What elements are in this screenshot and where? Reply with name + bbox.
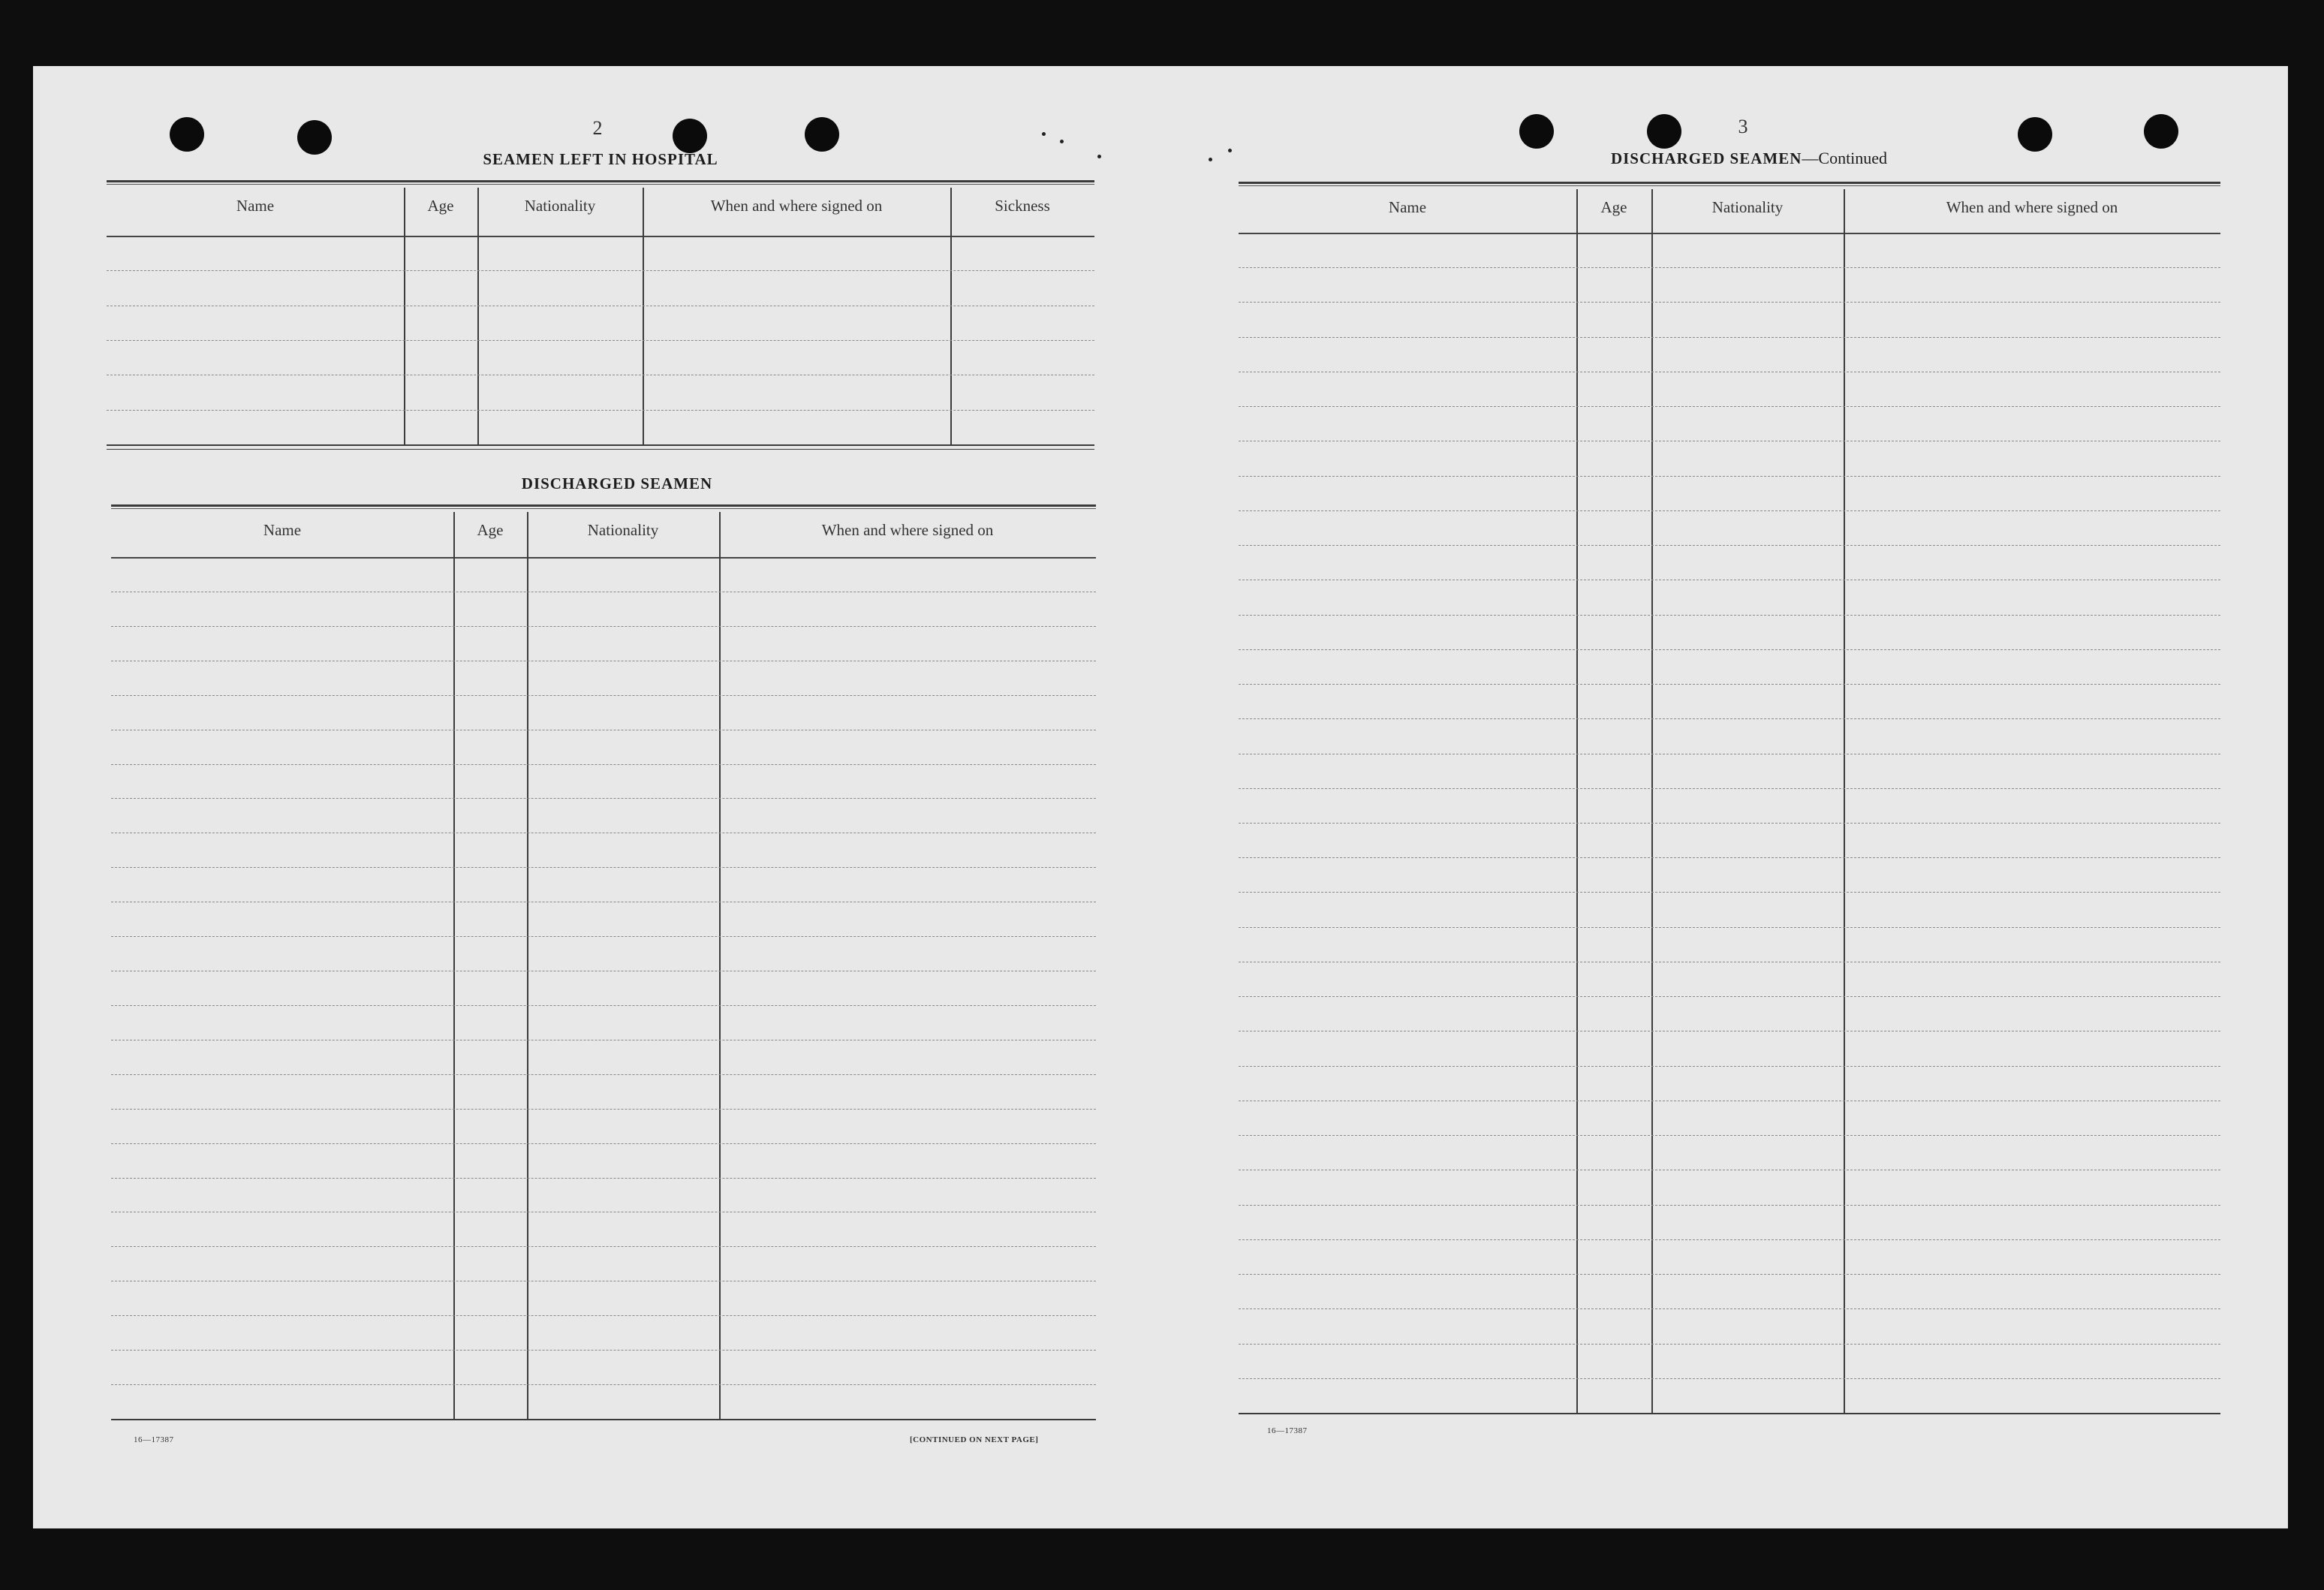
punch-hole <box>170 117 204 152</box>
column-header-age: Age <box>427 197 454 215</box>
entry-row-line <box>1239 1205 2220 1206</box>
column-header-when-and-where-signed-on: When and where signed on <box>710 197 883 215</box>
entry-row-line <box>1239 545 2220 546</box>
entry-row-line <box>111 936 1096 937</box>
entry-row-line <box>111 626 1096 627</box>
ink-speck <box>1060 140 1064 143</box>
header-underline <box>107 236 1094 237</box>
table-top-rule <box>107 180 1094 182</box>
entry-row-line <box>1239 302 2220 303</box>
ink-speck <box>1209 158 1212 161</box>
form-number-left: 16—17387 <box>134 1435 174 1444</box>
table-bottom-rule <box>1239 1413 2220 1414</box>
entry-row-line <box>1239 476 2220 477</box>
entry-row-line <box>1239 1344 2220 1345</box>
punch-hole <box>2144 114 2178 149</box>
continued-note: [CONTINUED ON NEXT PAGE] <box>910 1435 1039 1444</box>
ink-speck <box>1042 132 1046 136</box>
entry-row-line <box>107 270 1094 271</box>
column-header-name: Name <box>1388 198 1427 216</box>
entry-row-line <box>1239 927 2220 928</box>
continued-section-title <box>1611 149 1887 168</box>
column-header-nationality: Nationality <box>1711 198 1784 216</box>
entry-row-line <box>111 1315 1096 1316</box>
entry-row-line <box>1239 718 2220 719</box>
entry-row-line <box>107 410 1094 411</box>
entry-row-line <box>111 695 1096 696</box>
column-divider <box>643 188 644 444</box>
entry-row-line <box>1239 1066 2220 1067</box>
ink-speck <box>1097 155 1101 158</box>
header-underline <box>111 557 1096 559</box>
entry-row-line <box>111 1350 1096 1351</box>
page-number-right: 3 <box>1738 116 1748 137</box>
column-divider <box>527 512 528 1419</box>
entry-row-line <box>1239 406 2220 407</box>
column-divider <box>1576 189 1578 1413</box>
column-divider <box>1651 189 1653 1413</box>
hospital-section-title: SEAMEN LEFT IN HOSPITAL <box>483 150 718 168</box>
column-header-when-and-where-signed-on: When and where signed on <box>821 521 994 539</box>
entry-row-line <box>1239 1135 2220 1136</box>
hospital-table <box>107 180 1094 452</box>
column-header-nationality: Nationality <box>524 197 596 215</box>
table-top-rule-thin <box>107 184 1094 185</box>
column-header-sickness: Sickness <box>995 197 1050 215</box>
entry-row-line <box>111 867 1096 868</box>
column-divider <box>453 512 455 1419</box>
entry-row-line <box>111 1005 1096 1006</box>
entry-row-line <box>1239 996 2220 997</box>
column-divider <box>1844 189 1845 1413</box>
punch-hole <box>1647 114 1681 149</box>
entry-row-line <box>1239 649 2220 650</box>
entry-row-line <box>1239 615 2220 616</box>
column-header-age: Age <box>477 521 504 539</box>
column-header-name: Name <box>263 521 302 539</box>
column-divider <box>404 188 405 444</box>
table-top-rule <box>1239 182 2220 184</box>
table-bottom-rule-thin <box>107 449 1094 450</box>
page-number-left: 2 <box>592 117 603 139</box>
entry-row-line <box>1239 788 2220 789</box>
entry-row-line <box>111 1384 1096 1385</box>
punch-hole <box>1519 114 1554 149</box>
table-bottom-rule <box>111 1419 1096 1420</box>
column-header-nationality: Nationality <box>587 521 659 539</box>
entry-row-line <box>1239 823 2220 824</box>
entry-row-line <box>1239 267 2220 268</box>
entry-row-line <box>1239 1274 2220 1275</box>
table-top-rule <box>111 504 1096 507</box>
punch-hole <box>2018 117 2052 152</box>
entry-row-line <box>1239 337 2220 338</box>
table-bottom-rule <box>107 444 1094 446</box>
column-header-when-and-where-signed-on: When and where signed on <box>1946 198 2118 216</box>
column-divider <box>477 188 479 444</box>
continued-title-main: DISCHARGED SEAMEN <box>1610 149 1802 167</box>
form-number-right: 16—17387 <box>1267 1426 1308 1435</box>
column-divider <box>950 188 952 444</box>
entry-row-line <box>1239 510 2220 511</box>
discharged-table <box>111 504 1096 1426</box>
entry-row-line <box>107 340 1094 341</box>
continued-title-suffix: —Continued <box>1802 149 1888 167</box>
entry-row-line <box>1239 684 2220 685</box>
entry-row-line <box>111 1246 1096 1247</box>
entry-row-line <box>1239 1308 2220 1309</box>
discharged-continued-table <box>1239 182 2220 1417</box>
header-underline <box>1239 233 2220 234</box>
entry-row-line <box>1239 1239 2220 1240</box>
punch-hole <box>673 119 707 153</box>
entry-row-line <box>1239 857 2220 858</box>
table-top-rule-thin <box>1239 185 2220 186</box>
entry-row-line <box>111 1143 1096 1144</box>
entry-row-line <box>1239 1378 2220 1379</box>
entry-row-line <box>111 1074 1096 1075</box>
table-top-rule-thin <box>111 508 1096 509</box>
entry-row-line <box>111 764 1096 765</box>
punch-hole <box>805 117 839 152</box>
column-header-name: Name <box>236 197 275 215</box>
ink-speck <box>1228 149 1232 152</box>
entry-row-line <box>111 1109 1096 1110</box>
entry-row-line <box>1239 892 2220 893</box>
column-header-age: Age <box>1600 198 1627 216</box>
punch-hole <box>297 120 332 155</box>
entry-row-line <box>111 798 1096 799</box>
column-divider <box>719 512 721 1419</box>
discharged-section-title: DISCHARGED SEAMEN <box>521 474 713 492</box>
entry-row-line <box>111 1178 1096 1179</box>
